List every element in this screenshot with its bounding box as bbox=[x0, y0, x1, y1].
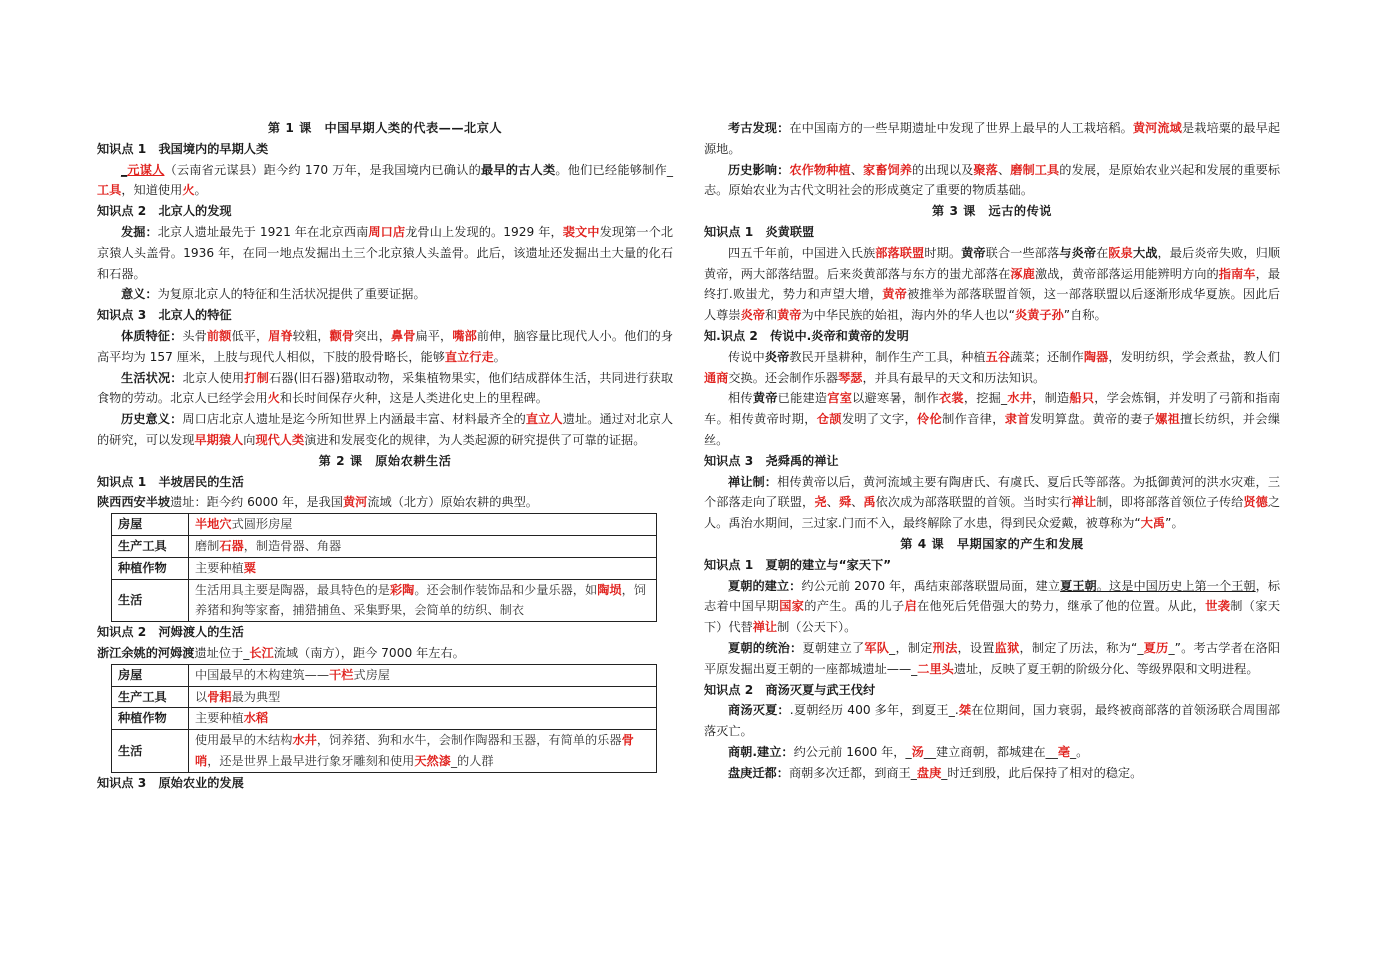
text-run: ，学会炼铜，并发明了弓箭和指南车。相传黄帝时期， bbox=[704, 391, 1281, 427]
row-header: 生产工具 bbox=[112, 686, 189, 708]
text-run: 激战，黄帝部落运用能辨明方向的 bbox=[1034, 266, 1219, 281]
text-run: 与炎帝 bbox=[1059, 245, 1097, 260]
text-run: _的人群 bbox=[450, 753, 494, 768]
highlight-text: 宫室 bbox=[827, 391, 853, 406]
lesson-1-title: 第 1 课 中国早期人类的代表——北京人 bbox=[267, 121, 503, 135]
text-run: ”自称。 bbox=[1063, 308, 1107, 323]
text-run: 龙骨山上发现的。1929 年， bbox=[405, 224, 563, 239]
highlight-text: 黄河 bbox=[342, 495, 368, 510]
text-run: 体质特征： bbox=[121, 328, 183, 343]
paragraph bbox=[704, 118, 1280, 160]
text-run: ，还是世界上最早进行象牙雕刻和使用 bbox=[207, 753, 415, 768]
paragraph bbox=[704, 472, 1280, 534]
highlight-text: 火 bbox=[182, 183, 195, 198]
text-run: ，设置 bbox=[957, 640, 995, 655]
text-run: 商朝.建立： bbox=[728, 744, 794, 759]
highlight-text: 眉脊 bbox=[268, 328, 293, 343]
text-run: 。 bbox=[194, 183, 207, 198]
text-run: 最早的古人类 bbox=[480, 162, 556, 177]
highlight-text: 直立行走 bbox=[444, 349, 494, 364]
text-run: 主要种植 bbox=[195, 711, 244, 726]
text-run: 式房屋 bbox=[353, 667, 390, 682]
text-run: 交换。还会制作乐器 bbox=[728, 370, 839, 385]
text-run: 前伸，脑容量比现代人小。他们的身高平均为 157 厘米，上肢与现代人相似，下肢的股骨略长，能够 bbox=[97, 328, 674, 364]
text-run: 遗址，反映了夏王朝的阶级分化、等级界限和文明进程。 bbox=[953, 661, 1259, 676]
knowledge-point-heading: 知识点 1 我国境内的早期人类 bbox=[97, 141, 269, 156]
text-run: __建立商朝，都城建在__ bbox=[923, 744, 1058, 759]
text-run: 以 bbox=[195, 689, 208, 704]
text-run: _”。考古学者在洛阳平原发掘出夏王朝的一座都城遗址——_ bbox=[704, 640, 1281, 676]
highlight-text: 元谋人 bbox=[127, 162, 165, 177]
highlight-text: 桀 bbox=[958, 703, 972, 718]
paragraph bbox=[704, 700, 1280, 742]
highlight-text: 黄河流域 bbox=[1132, 121, 1182, 135]
text-run: 磨制 bbox=[195, 538, 220, 553]
text-run: 的产生。禹的儿子 bbox=[804, 599, 905, 614]
text-run: 遗址。通过对北京人的研究，可以发现 bbox=[97, 412, 674, 447]
table-row bbox=[112, 664, 657, 686]
highlight-text: 裴文中 bbox=[562, 224, 600, 239]
highlight-text: 水井 bbox=[1007, 391, 1033, 406]
highlight-text: 骨哨 bbox=[195, 733, 634, 768]
highlight-text: 干栏 bbox=[329, 667, 354, 682]
text-run: 教民开垦耕种，制作生产工具，种植 bbox=[789, 349, 986, 364]
text-run: 蔬菜；还制作 bbox=[1010, 349, 1084, 364]
highlight-text: 聚落 bbox=[973, 162, 998, 177]
highlight-text: 启 bbox=[904, 599, 918, 614]
text-run: 头骨 bbox=[182, 328, 207, 343]
highlight-text: 军队 bbox=[864, 640, 890, 655]
row-value bbox=[189, 664, 657, 686]
highlight-text: 禹 bbox=[863, 495, 876, 510]
text-run: 最为典型 bbox=[231, 689, 281, 704]
text-run: 为复原北京人的特征和生活状况提供了重要证据。 bbox=[157, 287, 426, 302]
text-run: 夏王朝 bbox=[1060, 578, 1097, 593]
lesson-3-title: 第 3 课 远古的传说 bbox=[932, 204, 1052, 219]
right-column bbox=[704, 118, 1280, 784]
text-run: 在位期间，国力衰弱，最终被商部落的首领汤联合周围部落灭亡。 bbox=[704, 703, 1281, 739]
text-run: 生活用具主要是陶器，最具特色的是 bbox=[195, 582, 390, 597]
text-run: 大战 bbox=[1132, 245, 1158, 260]
text-run: 发明了文字， bbox=[841, 412, 918, 427]
text-run: 使用最早的木结构 bbox=[195, 733, 293, 748]
highlight-text: 黄帝 bbox=[882, 287, 908, 302]
text-run: 突出， bbox=[354, 328, 391, 343]
text-run: 扁平， bbox=[415, 328, 453, 343]
text-run: 已能建造 bbox=[777, 391, 828, 406]
highlight-text: 火 bbox=[267, 391, 280, 406]
text-run: 遗址：距今约 6000 年，是我国 bbox=[170, 495, 343, 510]
text-run: 、 bbox=[851, 495, 864, 510]
highlight-text: 粟 bbox=[243, 560, 256, 575]
text-run: 周口店北京人遗址是迄今所知世界上内涵最丰富、材料最齐全的 bbox=[182, 412, 526, 427]
highlight-text: 嘴部 bbox=[452, 328, 477, 343]
highlight-text: 炎黄子孙 bbox=[1015, 308, 1064, 323]
highlight-text: 打制 bbox=[244, 370, 269, 385]
left-column bbox=[97, 118, 673, 794]
text-run: 制，即将部落首领位子传给 bbox=[1096, 495, 1244, 510]
highlight-text: 前额 bbox=[206, 328, 232, 343]
highlight-text: 磨制工具 bbox=[1010, 162, 1060, 177]
knowledge-point-heading: 知识点 2 北京人的发现 bbox=[97, 204, 232, 219]
text-run: _，制定 bbox=[889, 640, 933, 655]
table-row bbox=[112, 708, 657, 730]
text-run: 禅让制： bbox=[728, 474, 778, 489]
text-run: ，挖掘_ bbox=[963, 391, 1008, 406]
text-run: ，发明纺织，学会煮盐，教人们 bbox=[1108, 349, 1281, 364]
paragraph bbox=[97, 368, 673, 410]
text-run: 依次成为部落联盟的首领。当时实行 bbox=[875, 495, 1072, 510]
paragraph bbox=[97, 284, 673, 305]
text-run: 意义： bbox=[121, 287, 158, 302]
row-value bbox=[189, 730, 657, 773]
text-run: ，制定了历法，称为“_ bbox=[1019, 640, 1144, 655]
text-run: 陕西西安半坡 bbox=[97, 495, 171, 510]
text-run: 之人。禹治水期间，三过家.门而不入，最终解除了水患，得到民众爱戴，被尊称为“ bbox=[704, 495, 1281, 531]
highlight-text: 通商 bbox=[704, 370, 729, 385]
text-run: ，最终打.败蚩尤，势力和声望大增， bbox=[704, 266, 1281, 302]
highlight-text: 夏历 bbox=[1143, 640, 1169, 655]
text-run: 盘庚迁都： bbox=[728, 765, 789, 780]
highlight-text: 骨耜 bbox=[207, 689, 232, 704]
paragraph bbox=[704, 742, 1280, 763]
text-run: 发掘： bbox=[121, 224, 158, 239]
row-value bbox=[189, 557, 657, 579]
text-run: 主要种植 bbox=[195, 560, 244, 575]
row-value bbox=[189, 686, 657, 708]
paragraph bbox=[97, 409, 673, 451]
text-run: 炎帝 bbox=[764, 349, 790, 364]
knowledge-point-heading: 知识点 3 北京人的特征 bbox=[97, 308, 232, 323]
text-run: 在 bbox=[1096, 245, 1109, 260]
text-run: 石器(旧石器)猎取动物，采集植物果实，他们结成群体生活，共同进行获取食物的劳动。北京人已经学会用 bbox=[97, 370, 674, 406]
paragraph bbox=[704, 638, 1280, 680]
knowledge-point-heading: 知识点 1 夏朝的建立与“家天下” bbox=[704, 557, 892, 572]
highlight-text: 嫘祖 bbox=[1155, 412, 1181, 427]
text-run: 的发展，是原始农业兴起和发展的重要标志。原始农业为古代文明社会的形成奠定了重要的物质基础。 bbox=[704, 162, 1281, 198]
table-row bbox=[112, 686, 657, 708]
text-run: 传说中 bbox=[728, 349, 765, 364]
text-run: 相传黄帝以后，黄河流域主要有陶唐氏、有虞氏、夏后氏等部落。为抵御黄河的洪水灾难，三个部落走向了联盟， bbox=[704, 474, 1281, 510]
highlight-text: 禅让 bbox=[752, 620, 778, 635]
text-run: 联合一些部落 bbox=[985, 245, 1060, 260]
highlight-text: 黄帝 bbox=[777, 308, 802, 323]
text-run: 历史意义： bbox=[121, 412, 183, 427]
text-run: 夏朝建立了 bbox=[802, 640, 865, 655]
text-run: _。 bbox=[1070, 744, 1089, 759]
text-run: 中国最早的木构建筑—— bbox=[195, 667, 330, 682]
highlight-text: 水井 bbox=[292, 733, 317, 748]
text-run: 。 bbox=[493, 349, 506, 364]
text-run: ，饲养猪和狗等家畜，捕猎捕鱼、采集野果，会简单的纺织、制衣 bbox=[195, 582, 646, 618]
highlight-text: 监狱 bbox=[994, 640, 1020, 655]
text-run: 的出现以及 bbox=[912, 162, 974, 177]
highlight-text: 指南车 bbox=[1218, 266, 1256, 281]
text-run: 在他死后凭借强大的势力，继承了他的位置。从此， bbox=[917, 599, 1206, 614]
text-run: 北京人遗址最先于 1921 年在北京西南 bbox=[157, 224, 369, 239]
highlight-text: 尧 bbox=[814, 495, 827, 510]
text-run: 擅长纺织，并会缫丝。 bbox=[704, 412, 1281, 447]
text-run: 为中华民族的始祖，海内外的华人也以“ bbox=[801, 308, 1016, 323]
text-run: _时迁到殷，此后保持了相对的稳定。 bbox=[941, 765, 1143, 780]
hemudu-table bbox=[111, 664, 657, 773]
highlight-text: 隶首 bbox=[1004, 412, 1030, 427]
text-run: 生活状况： bbox=[121, 370, 183, 385]
text-run: 低平， bbox=[231, 328, 269, 343]
table-row bbox=[112, 579, 657, 622]
text-run: 式圆形房屋 bbox=[231, 517, 293, 532]
highlight-text: 衣裳 bbox=[938, 391, 964, 406]
text-run: 黄帝 bbox=[961, 245, 986, 260]
highlight-text: 部落联盟 bbox=[875, 245, 925, 260]
paragraph bbox=[97, 326, 673, 368]
highlight-text: 炎帝 bbox=[740, 308, 765, 323]
lesson-4-title: 第 4 课 早期国家的产生和发展 bbox=[900, 536, 1084, 551]
text-run: 、 bbox=[850, 162, 863, 177]
highlight-text: 二里头 bbox=[917, 661, 954, 676]
text-run: 夏朝的建立： bbox=[728, 578, 802, 593]
highlight-text: 长江 bbox=[249, 645, 274, 660]
paragraph bbox=[97, 160, 673, 202]
highlight-text: 早期猿人 bbox=[194, 432, 244, 447]
row-header: 种植作物 bbox=[112, 557, 189, 579]
paragraph bbox=[704, 388, 1280, 450]
knowledge-point-heading: 知.识点 2 传说中.炎帝和黄帝的发明 bbox=[704, 328, 909, 343]
text-run: 制（家天下）代替 bbox=[704, 599, 1281, 635]
highlight-text: 禅让 bbox=[1071, 495, 1097, 510]
highlight-text: 水稻 bbox=[243, 711, 269, 726]
paragraph bbox=[704, 243, 1280, 326]
highlight-text: 彩陶 bbox=[390, 582, 415, 597]
text-run: ，知道使用 bbox=[121, 183, 183, 198]
text-run: 、 bbox=[997, 162, 1011, 177]
paragraph bbox=[704, 160, 1280, 202]
highlight-text: 仓颉 bbox=[816, 412, 842, 427]
paragraph bbox=[97, 222, 673, 284]
highlight-text: 家畜饲养 bbox=[862, 162, 913, 177]
paragraph bbox=[704, 763, 1280, 784]
text-run: 制作音律， bbox=[942, 412, 1005, 427]
row-header: 生活 bbox=[112, 730, 189, 773]
text-run: 历史影响： bbox=[728, 162, 790, 177]
text-run: 发现第一个北京猿人头盖骨。1936 年，在同一地点发掘出土三个北京猿人头盖骨。此后，该遗址还发掘出土大量的化石和石器。 bbox=[97, 224, 674, 281]
banpo-table bbox=[111, 513, 657, 622]
highlight-text: 鼻骨 bbox=[390, 328, 416, 343]
highlight-text: 伶伦 bbox=[917, 412, 943, 427]
highlight-text: 阪泉 bbox=[1108, 245, 1133, 260]
paragraph bbox=[97, 492, 673, 513]
text-run: 商朝多次迁都，到商王_ bbox=[788, 765, 917, 780]
knowledge-point-heading: 知识点 3 尧舜禹的禅让 bbox=[704, 453, 839, 468]
knowledge-point-heading: 知识点 1 半坡居民的生活 bbox=[97, 474, 244, 489]
row-header: 种植作物 bbox=[112, 708, 189, 730]
highlight-text: 琴瑟 bbox=[838, 370, 863, 385]
highlight-text: 直立人 bbox=[525, 412, 563, 427]
text-run: 以避寒暑，制作 bbox=[852, 391, 939, 406]
text-run: 流域（南方），距今 7000 年左右。 bbox=[273, 645, 465, 660]
highlight-text: 工具 bbox=[97, 183, 122, 198]
text-run: 约公元前 1600 年，_ bbox=[793, 744, 912, 759]
row-header: 房屋 bbox=[112, 664, 189, 686]
row-header: 生产工具 bbox=[112, 535, 189, 557]
knowledge-point-heading: 知识点 2 河姆渡人的生活 bbox=[97, 625, 244, 640]
text-run: （云南省元谋县）距今约 170 万年，是我国境内已确认的 bbox=[164, 162, 481, 177]
paragraph bbox=[704, 576, 1280, 638]
text-run: 流域（北方）原始农耕的典型。 bbox=[367, 495, 538, 510]
table-row bbox=[112, 730, 657, 773]
text-run: ，制造 bbox=[1032, 391, 1070, 406]
text-run: 向 bbox=[243, 432, 256, 447]
highlight-text: 国家 bbox=[779, 599, 805, 614]
row-value bbox=[189, 579, 657, 622]
highlight-text: 陶埙 bbox=[597, 582, 622, 597]
text-run: 制（公天下）。 bbox=[777, 620, 857, 635]
highlight-text: 五谷 bbox=[985, 349, 1011, 364]
highlight-text: 涿鹿 bbox=[1010, 266, 1035, 281]
text-run: 。还会制作装饰品和少量乐器，如 bbox=[414, 582, 598, 597]
highlight-text: 农作物种植 bbox=[789, 162, 851, 177]
text-run: 在中国南方的一些早期遗址中发现了世界上最早的人工栽培稻。 bbox=[789, 121, 1133, 135]
text-run: _ bbox=[121, 162, 128, 177]
highlight-text: 天然漆 bbox=[414, 753, 451, 768]
highlight-text: 颧骨 bbox=[329, 328, 355, 343]
highlight-text: 陶器 bbox=[1083, 349, 1109, 364]
lesson-2-title: 第 2 课 原始农耕生活 bbox=[318, 453, 452, 468]
knowledge-point-heading: 知识点 1 炎黄联盟 bbox=[704, 224, 815, 239]
text-run: ，制造骨器、角器 bbox=[243, 538, 342, 553]
highlight-text: 亳 bbox=[1057, 744, 1070, 759]
text-run: 是栽培粟的最早起源地。 bbox=[704, 121, 1281, 156]
text-run: ，标志着中国早期 bbox=[704, 578, 1281, 614]
text-run: .夏朝经历 400 多年，到夏王_. bbox=[789, 703, 959, 718]
row-header: 房屋 bbox=[112, 514, 189, 536]
text-run: 和 bbox=[764, 308, 778, 323]
table-row bbox=[112, 557, 657, 579]
highlight-text: 石器 bbox=[219, 538, 244, 553]
text-run: 被推举为部落联盟首领，这一部落联盟以后逐渐形成华夏族。因此后人尊崇 bbox=[704, 287, 1280, 323]
text-run: ，并具有最早的天文和历法知识。 bbox=[862, 370, 1046, 385]
table-row bbox=[112, 535, 657, 557]
text-run: 发明算盘。黄帝的妻子 bbox=[1029, 412, 1156, 427]
text-run: 考古发现： bbox=[728, 121, 790, 135]
text-run: 较粗， bbox=[292, 328, 330, 343]
highlight-text: 世袭 bbox=[1205, 599, 1231, 614]
text-run: 和长时间保存火种，这是人类进化史上的里程碑。 bbox=[279, 391, 548, 406]
row-value bbox=[189, 708, 657, 730]
table-row bbox=[112, 514, 657, 536]
highlight-text: 刑法 bbox=[932, 640, 958, 655]
highlight-text: 汤 bbox=[911, 744, 924, 759]
text-run: 演进和发展变化的规律，为人类起源的研究提供了可靠的证据。 bbox=[304, 432, 646, 447]
text-run: 。这是中国历史上第一个王朝 bbox=[1096, 578, 1256, 593]
text-run: 、 bbox=[826, 495, 839, 510]
highlight-text: 贤德 bbox=[1243, 495, 1268, 510]
text-run: ，最后炎帝失败，归顺黄帝，两大部落结盟。后来炎黄部落与东方的蚩尤部落在 bbox=[704, 245, 1281, 281]
text-run: 约公元前 2070 年，禹结束部落联盟局面，建立 bbox=[801, 578, 1061, 593]
highlight-text: 盘庚 bbox=[916, 765, 942, 780]
knowledge-point-heading: 知识点 2 商汤灭夏与武王伐纣 bbox=[704, 682, 876, 697]
text-run: 商汤灭夏： bbox=[728, 703, 790, 718]
highlight-text: 周口店 bbox=[368, 224, 406, 239]
text-run: 北京人使用 bbox=[182, 370, 245, 385]
paragraph bbox=[704, 347, 1280, 389]
highlight-text: 现代人类 bbox=[255, 432, 305, 447]
text-run: 。他们已经能够制作_ bbox=[555, 162, 674, 177]
text-run: 浙江余姚的河姆渡 bbox=[97, 645, 195, 660]
text-run: 遗址位于_ bbox=[194, 645, 250, 660]
highlight-text: 大禹 bbox=[1140, 516, 1166, 531]
highlight-text: 半地穴 bbox=[195, 517, 232, 532]
text-run: 四五千年前，中国进入氏族 bbox=[728, 245, 876, 260]
text-run: ，饲养猪、狗和水牛，会制作陶器和玉器，有简单的乐器 bbox=[316, 733, 622, 748]
knowledge-point-heading: 知识点 3 原始农业的发展 bbox=[97, 775, 244, 790]
row-value bbox=[189, 514, 657, 536]
paragraph bbox=[97, 643, 673, 664]
highlight-text: 船只 bbox=[1069, 391, 1095, 406]
text-run: 黄帝 bbox=[752, 391, 778, 406]
text-run: 夏朝的统治： bbox=[728, 640, 803, 655]
text-run: ”。 bbox=[1165, 516, 1184, 531]
text-run: 相传 bbox=[728, 391, 753, 406]
text-run: 时期。 bbox=[924, 245, 962, 260]
row-header: 生活 bbox=[112, 579, 189, 622]
highlight-text: 舜 bbox=[838, 495, 852, 510]
row-value bbox=[189, 535, 657, 557]
